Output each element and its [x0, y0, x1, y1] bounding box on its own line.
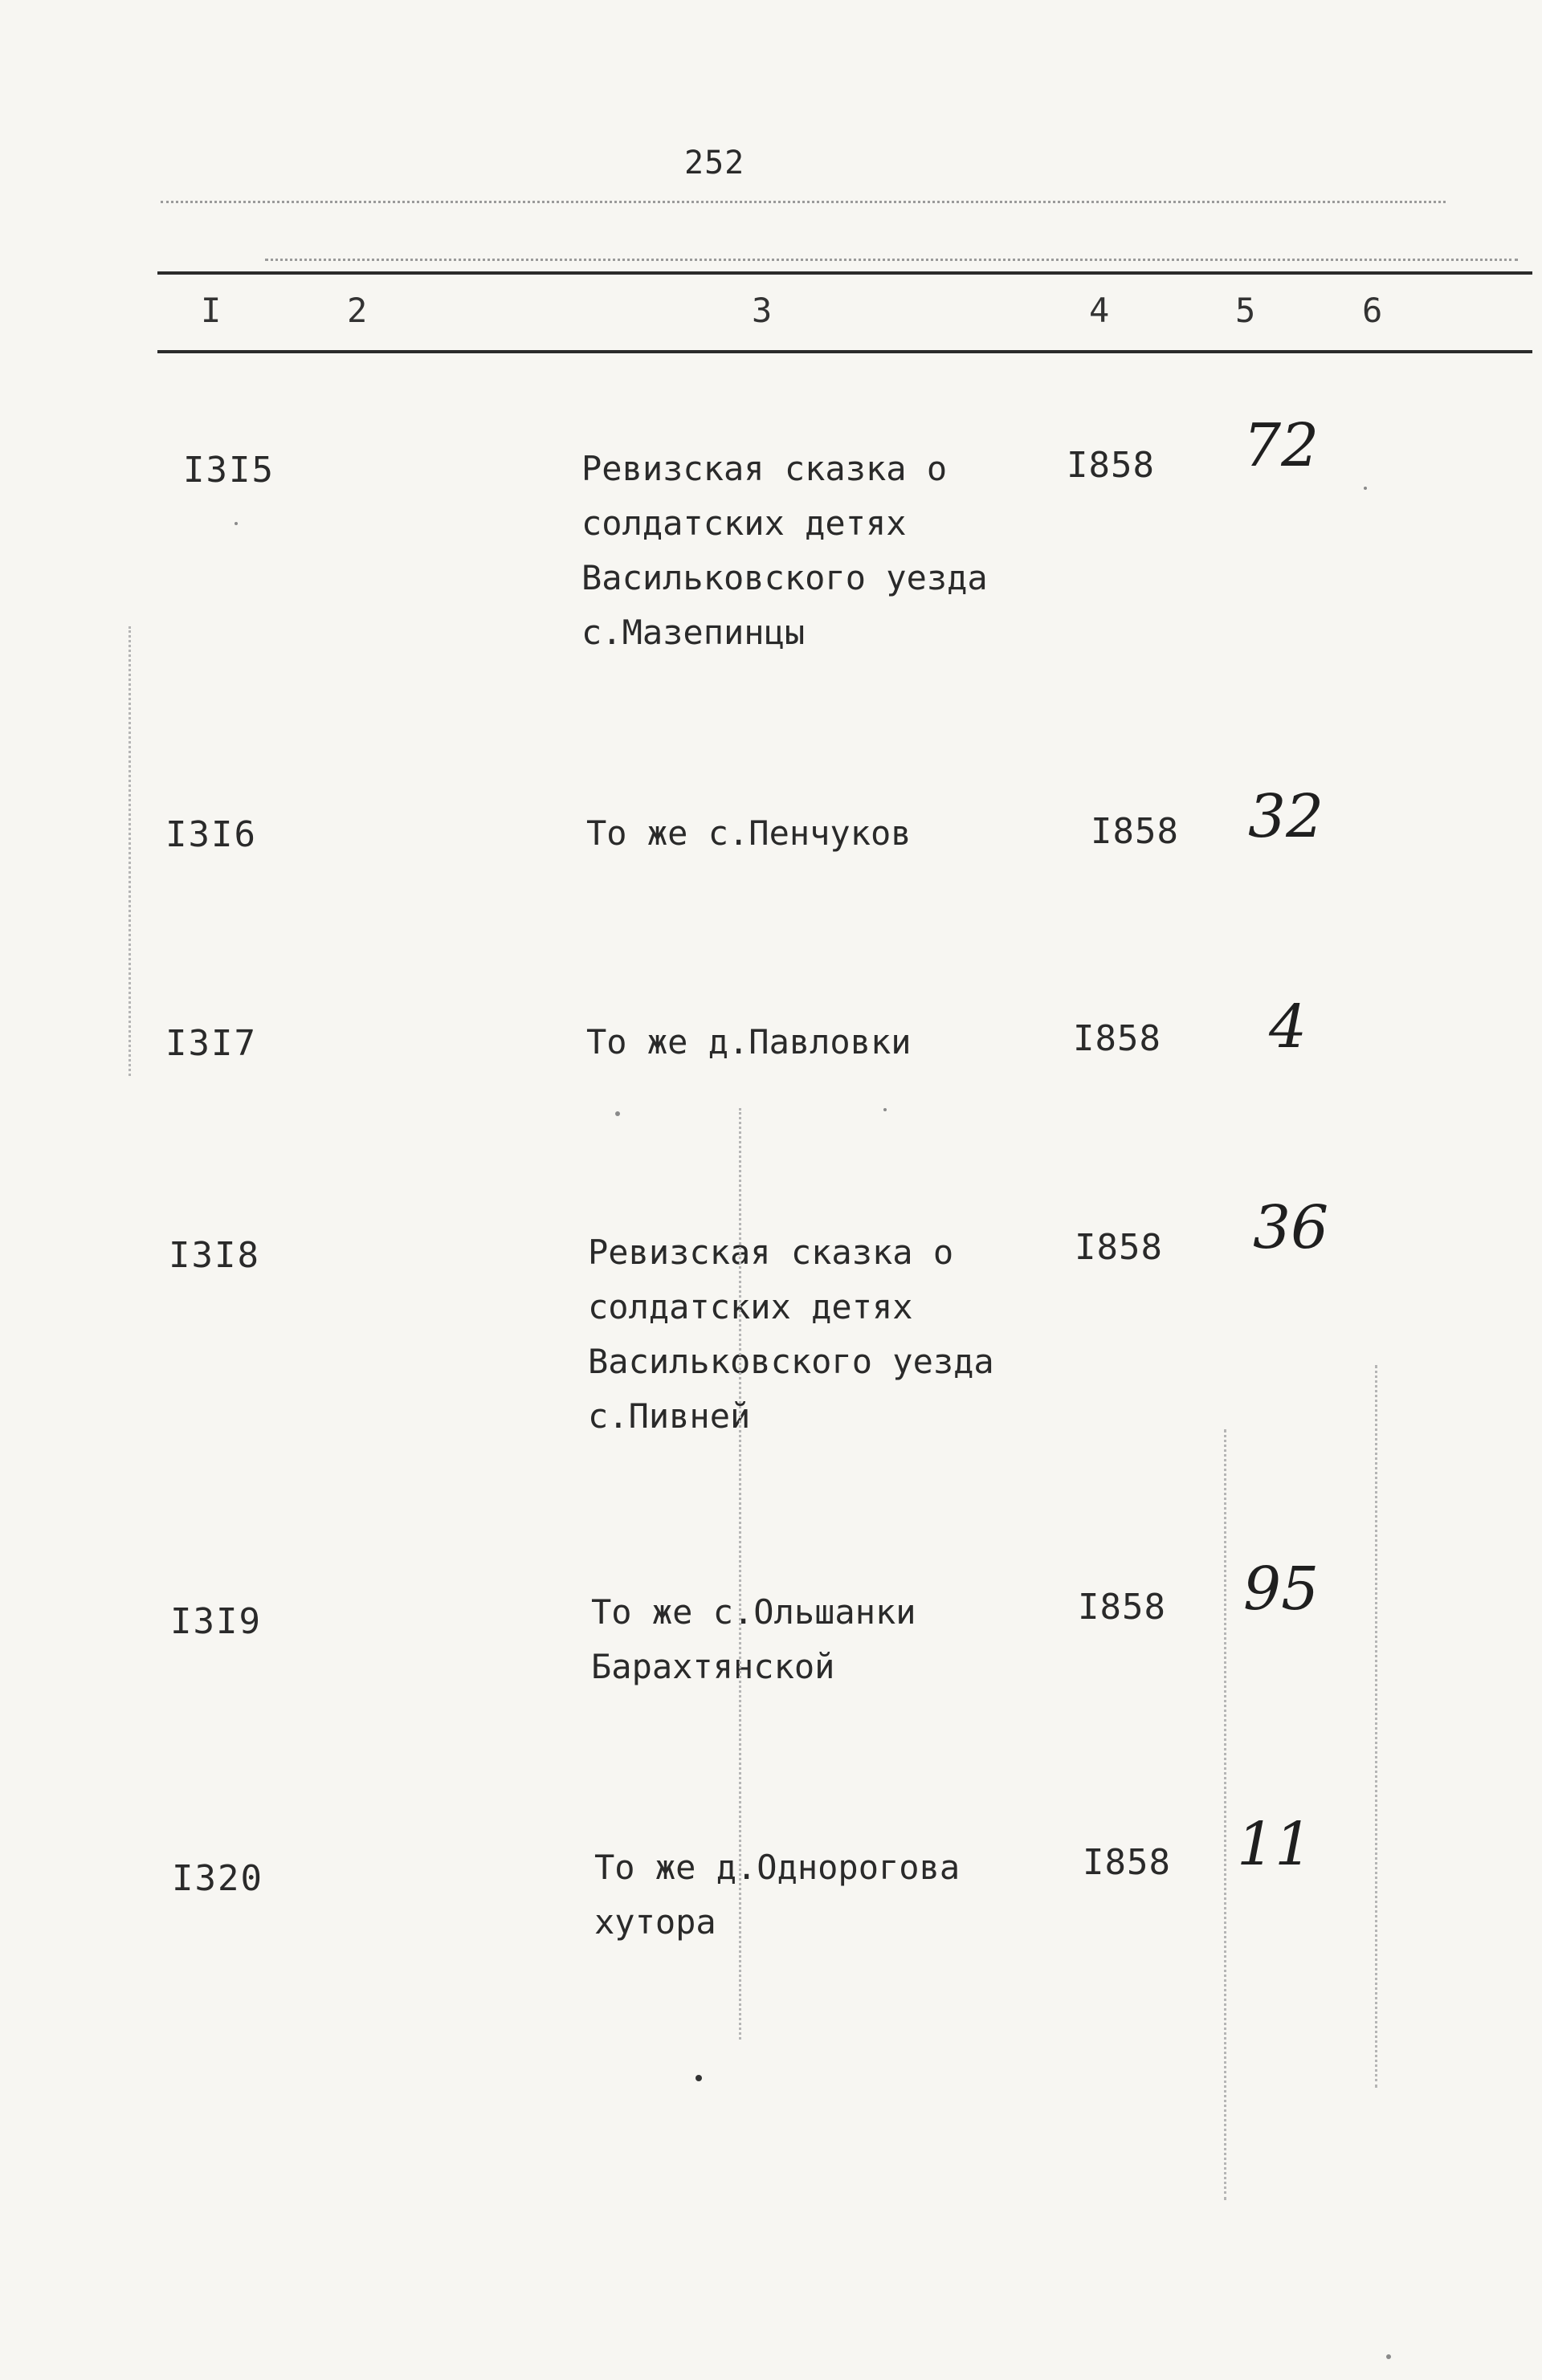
row-number: I320 — [172, 1858, 263, 1899]
row-year: I858 — [1078, 1587, 1166, 1628]
row-description: Ревизская сказка о солдатских детях Васильковского уезда с.Мазепинцы — [581, 449, 988, 652]
scan-speck — [235, 522, 238, 525]
column-header-3: 3 — [752, 291, 773, 330]
header-bottom-rule — [157, 350, 1532, 353]
column-header-6: 6 — [1362, 291, 1383, 330]
scan-artifact-dots — [1224, 1429, 1226, 2200]
row-description: То же с.Ольшанки Барахтянской — [591, 1592, 916, 1686]
scan-artifact-dots — [739, 1108, 741, 2040]
row-count-handwritten: 72 — [1243, 411, 1320, 480]
row-year: I858 — [1073, 1018, 1161, 1059]
scan-speck — [1386, 2354, 1391, 2359]
dotted-guide-line — [265, 259, 1518, 261]
row-count-handwritten: 4 — [1269, 992, 1307, 1062]
row-year: I858 — [1083, 1842, 1171, 1883]
row-number: I3I5 — [183, 450, 275, 491]
row-description: Ревизская сказка о солдатских детях Васильковского уезда с.Пивней — [588, 1233, 994, 1436]
column-header-4: 4 — [1089, 291, 1110, 330]
row-description: То же с.Пенчуков — [586, 813, 912, 853]
row-year: I858 — [1067, 445, 1155, 486]
scan-speck — [696, 2075, 702, 2081]
row-number: I3I8 — [169, 1235, 260, 1276]
scan-artifact-dots — [1375, 1365, 1377, 2088]
page-number: 252 — [684, 145, 745, 181]
row-year: I858 — [1091, 811, 1179, 852]
row-count-handwritten: 11 — [1237, 1810, 1313, 1879]
scan-speck — [883, 1108, 887, 1111]
row-description: То же д.Павловки — [586, 1022, 912, 1062]
row-description: То же д.Однорогова хутора — [594, 1848, 961, 1942]
row-number: I3I9 — [170, 1601, 262, 1642]
row-count-handwritten: 36 — [1253, 1193, 1329, 1262]
row-count-handwritten: 95 — [1243, 1555, 1320, 1624]
dotted-guide-line — [161, 201, 1446, 203]
row-number: I3I7 — [165, 1023, 257, 1064]
column-header-5: 5 — [1235, 291, 1256, 330]
scan-artifact-dots — [128, 626, 131, 1076]
scan-speck — [1364, 487, 1367, 490]
header-top-rule — [157, 271, 1532, 275]
column-header-2: 2 — [347, 291, 368, 330]
column-header-1: I — [201, 291, 222, 330]
row-year: I858 — [1075, 1227, 1163, 1268]
scan-speck — [615, 1111, 620, 1116]
row-count-handwritten: 32 — [1248, 782, 1324, 851]
row-number: I3I6 — [165, 814, 257, 855]
